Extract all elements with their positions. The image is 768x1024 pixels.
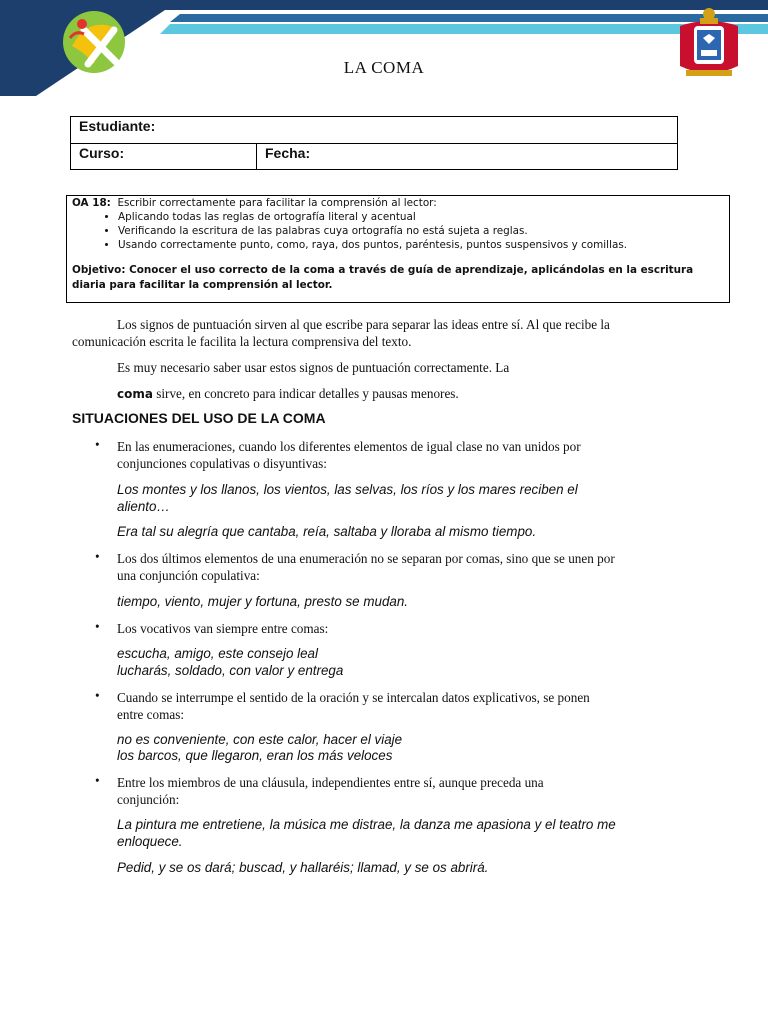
intro-line-2: comunicación escrita le facilita la lectura comprensiva del texto. (72, 334, 412, 349)
situation-4-line-1: Cuando se interrumpe el sentido de la oración y se intercalan datos explicativos, se ponen (117, 690, 590, 705)
oa-item: • Aplicando todas las reglas de ortografía literal y acentual (118, 210, 724, 224)
course-date-row (71, 144, 677, 170)
bullet-icon: • (95, 619, 100, 634)
section-heading: SITUACIONES DEL USO DE LA COMA (72, 410, 326, 426)
course-label: Curso: (79, 145, 125, 161)
course-cell (71, 144, 257, 170)
oa-item: • Usando correctamente punto, como, raya, dos puntos, paréntesis, puntos suspensivos y comillas. (118, 238, 724, 252)
situation-4-example-2: los barcos, que llegaron, eran los más veloces (117, 748, 393, 763)
situation-5-example-1-line-2: enloquece. (117, 834, 183, 849)
oa-description: Escribir correctamente para facilitar la comprensión al lector: (117, 197, 437, 209)
situation-2-line-2: una conjunción copulativa: (117, 568, 260, 583)
page-title: LA COMA (343, 58, 425, 77)
oa-header (72, 196, 724, 210)
student-label: Estudiante: (79, 118, 156, 134)
student-info-table (70, 116, 678, 170)
situation-2-line-1: Los dos últimos elementos de una enumeración no se separan por comas, sino que se unen por (117, 551, 615, 566)
situation-3-example-1: escucha, amigo, este consejo leal (117, 646, 318, 661)
bullet-icon: • (95, 773, 100, 788)
situation-5-line-2: conjunción: (117, 792, 180, 807)
situation-1-line-1: En las enumeraciones, cuando los diferentes elementos de igual clase no van unidos por (117, 439, 581, 454)
bullet-icon: • (95, 688, 100, 703)
date-label: Fecha: (265, 145, 311, 161)
situation-1-example-1-line-1: Los montes y los llanos, los vientos, las selvas, los ríos y los mares reciben el (117, 482, 578, 497)
intro-line-1: Los signos de puntuación sirven al que escribe para separar las ideas entre sí. Al que recibe la (117, 317, 610, 332)
situation-3-line-1: Los vocativos van siempre entre comas: (117, 621, 329, 636)
bullet-icon: • (95, 437, 100, 452)
oa-code: OA 18: (72, 197, 111, 209)
bullet-icon: • (95, 549, 100, 564)
situation-3-example-2: lucharás, soldado, con valor y entrega (117, 663, 344, 678)
oa-item: • Verificando la escritura de las palabras cuya ortografía no está sujeta a reglas. (118, 224, 724, 238)
situation-4-example-1: no es conveniente, con este calor, hacer el viaje (117, 732, 403, 747)
objective-text: Objetivo: Conocer el uso correcto de la coma a través de guía de aprendizaje, aplicándolas en la escritura diaria para facilitar la comprensión al lector. (72, 264, 694, 291)
situation-2-example-1: tiempo, viento, mujer y fortuna, presto se mudan. (117, 594, 409, 609)
situation-1-line-2: conjunciones copulativas o disyuntivas: (117, 456, 327, 471)
situation-4-line-2: entre comas: (117, 707, 185, 722)
oa-list (72, 210, 724, 252)
intro-line-3: Es muy necesario saber usar estos signos de puntuación correctamente. La (117, 360, 510, 375)
situation-5-line-1: Entre los miembros de una cláusula, independientes entre sí, aunque preceda una (117, 775, 544, 790)
date-cell (257, 144, 318, 170)
intro-line-4-rest: sirve, en concreto para indicar detalles y pausas menores. (152, 386, 459, 401)
situation-1-example-1-line-2: aliento… (117, 499, 170, 514)
coma-bold-word: coma (117, 387, 153, 401)
situation-5-example-2: Pedid, y se os dará; buscad, y hallaréis; llamad, y se os abrirá. (117, 860, 489, 875)
learning-objective-box (66, 195, 730, 303)
situation-5-example-1-line-1: La pintura me entretiene, la música me distrae, la danza me apasiona y el teatro me (117, 817, 616, 832)
situation-1-example-2: Era tal su alegría que cantaba, reía, saltaba y lloraba al mismo tiempo. (117, 524, 537, 539)
student-row (71, 117, 677, 144)
intro-line-4 (117, 385, 737, 403)
